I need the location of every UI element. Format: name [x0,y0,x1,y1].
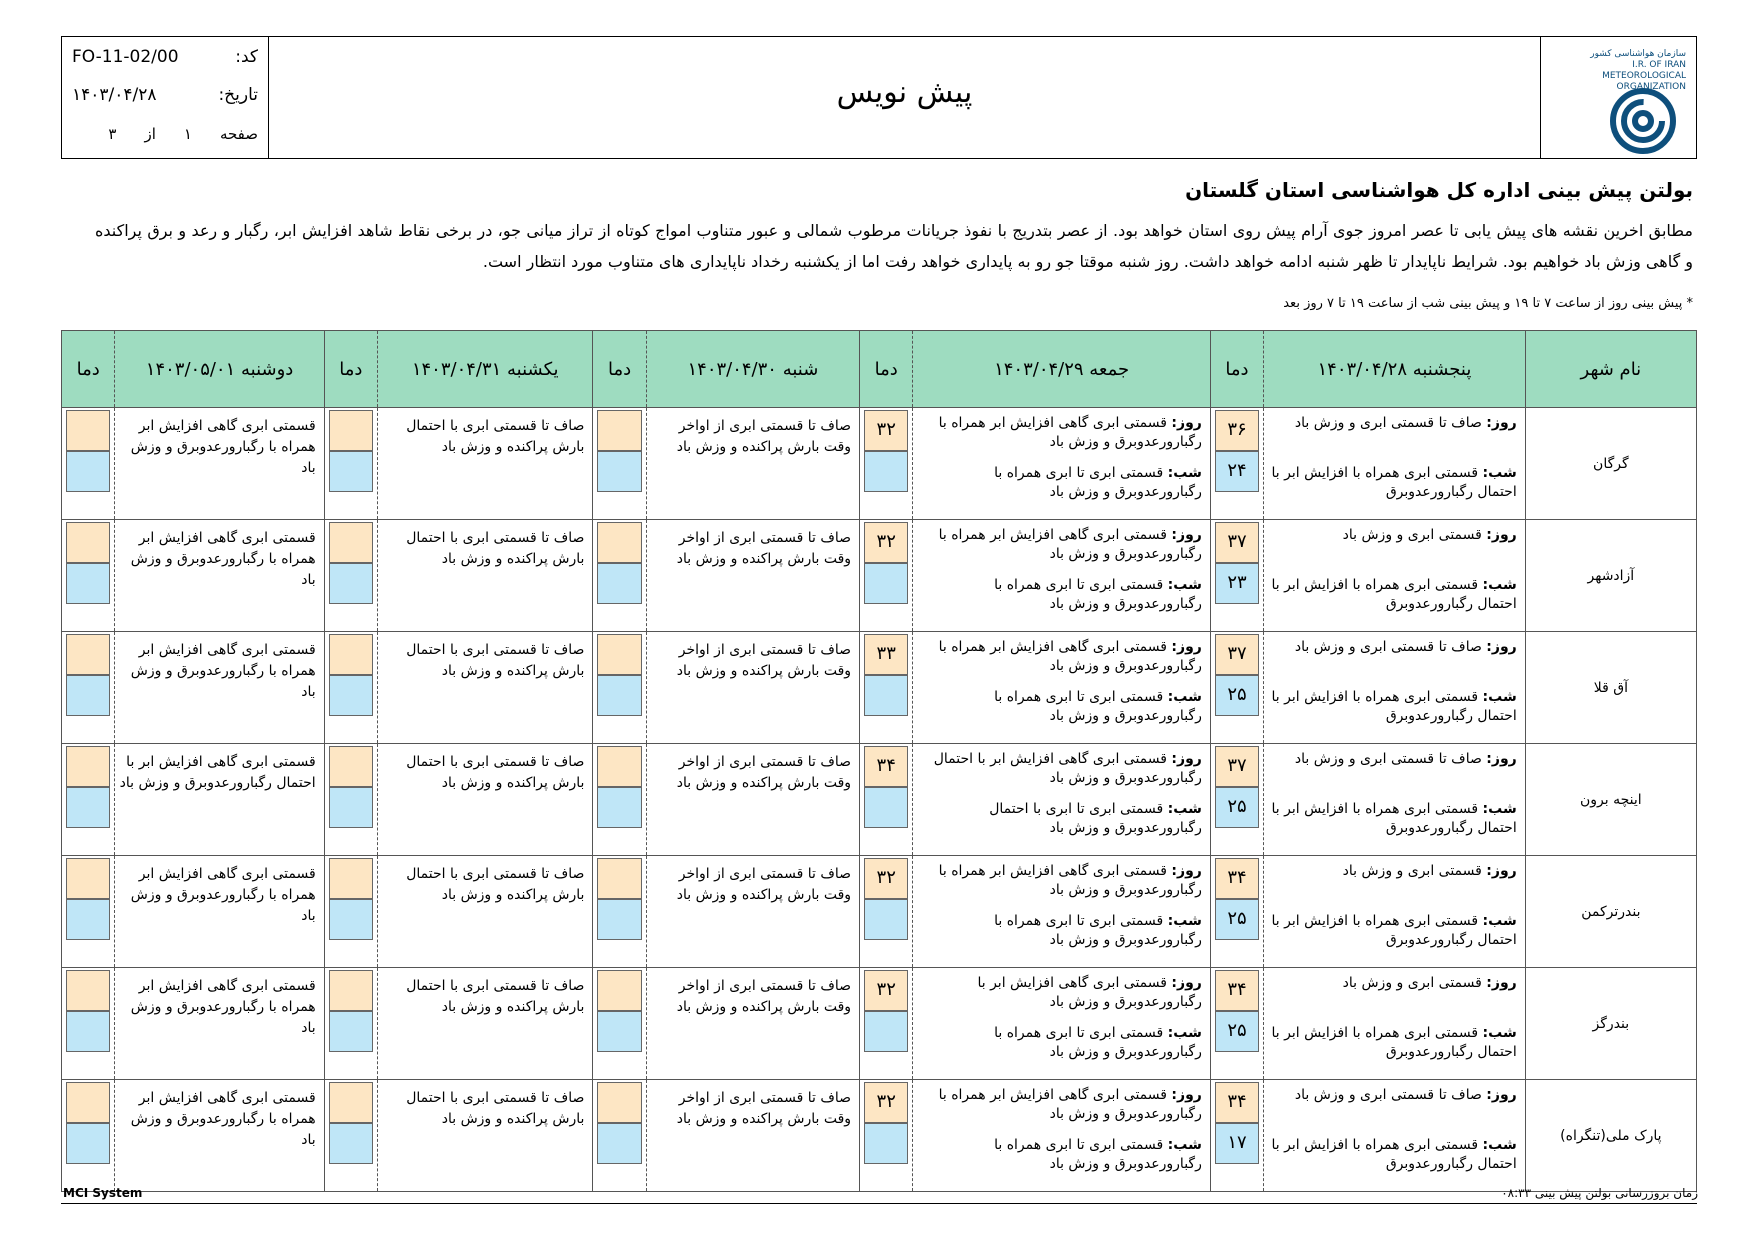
table-row [62,744,1697,856]
forecast-day5: قسمتی ابری گاهی افزایش ابر با احتمال رگبارورعدوبرق و وزش باد [115,744,324,856]
night-forecast [1268,464,1517,502]
temp-day2 [860,520,913,632]
day-label: روز: [1171,527,1202,543]
forecast-day1 [1264,744,1526,856]
temp-day3 [593,520,646,632]
temp-header-1: دما [1210,331,1263,408]
forecast-day4: صاف تا قسمتی ابری با احتمال بارش پراکنده و وزش باد [378,856,593,968]
temp-day1 [1210,1080,1263,1192]
day-forecast [1268,526,1517,545]
temp-day3 [593,1080,646,1192]
night-forecast [917,1024,1201,1062]
forecast-day4: صاف تا قسمتی ابری با احتمال بارش پراکنده و وزش باد [378,632,593,744]
temp-day4 [324,1080,377,1192]
min-temp [66,899,110,940]
day-header-1: پنجشنبه ۱۴۰۳/۰۴/۲۸ [1264,331,1526,408]
max-temp: ۳۲ [864,970,908,1011]
page-total: ۳ [108,125,117,143]
table-row [62,856,1697,968]
max-temp [329,634,373,675]
max-temp: ۳۴ [1215,1082,1259,1123]
forecast-day4: صاف تا قسمتی ابری با احتمال بارش پراکنده و وزش باد [378,408,593,520]
min-temp [597,787,641,828]
table-row [62,632,1697,744]
table-row [62,1080,1697,1192]
min-temp [66,1011,110,1052]
day-forecast [917,750,1201,788]
day-text: قسمتی ابری گاهی افزایش ابر همراه با رگبارورعدوبرق و وزش باد [938,863,1202,898]
forecast-day5: قسمتی ابری گاهی افزایش ابر همراه با رگبارورعدوبرق و وزش باد [115,520,324,632]
temp-day5 [62,408,115,520]
forecast-day4: صاف تا قسمتی ابری با احتمال بارش پراکنده و وزش باد [378,968,593,1080]
night-text: قسمتی ابری تا ابری همراه با رگبارورعدوبرق و وزش باد [994,577,1202,612]
forecast-time-note: * پیش بینی روز از ساعت ۷ تا ۱۹ و پیش بینی شب از ساعت ۱۹ تا ۷ روز بعد [1283,296,1693,311]
day-label: روز: [1171,639,1202,655]
forecast-day3: صاف تا قسمتی ابری از اواخر وقت بارش پراکنده و وزش باد [646,632,859,744]
date-value: ۱۴۰۳/۰۴/۲۸ [72,85,157,105]
day-header-2: جمعه ۱۴۰۳/۰۴/۲۹ [913,331,1210,408]
max-temp [329,410,373,451]
night-label: شب: [1482,689,1517,705]
max-temp [597,858,641,899]
day-header-5: دوشنبه ۱۴۰۳/۰۵/۰۱ [115,331,324,408]
max-temp [66,1082,110,1123]
temp-day3 [593,408,646,520]
day-forecast [1268,414,1517,433]
min-temp [597,563,641,604]
min-temp [66,1123,110,1164]
table-row [62,968,1697,1080]
document-header [61,36,1697,159]
min-temp [864,899,908,940]
min-temp [329,1123,373,1164]
day-forecast [1268,1086,1517,1105]
code-value: FO-11-02/00 [72,47,179,67]
min-temp [864,675,908,716]
forecast-day2 [913,744,1210,856]
day-text: قسمتی ابری گاهی افزایش ابر با رگبارورعدوبرق و وزش باد [977,975,1202,1010]
night-label: شب: [1482,1137,1517,1153]
min-temp: ۲۵ [1215,1011,1259,1052]
max-temp [66,522,110,563]
day-text: قسمتی ابری گاهی افزایش ابر همراه با رگبارورعدوبرق و وزش باد [938,1087,1202,1122]
day-forecast [1268,862,1517,881]
night-forecast [917,688,1201,726]
max-temp: ۳۴ [1215,858,1259,899]
temp-day3 [593,632,646,744]
temp-day1 [1210,744,1263,856]
temp-day4 [324,520,377,632]
min-temp [329,787,373,828]
min-temp: ۲۵ [1215,787,1259,828]
min-temp: ۲۳ [1215,563,1259,604]
city-name: آق قلا [1525,632,1696,744]
day-text: صاف تا قسمتی ابری و وزش باد [1294,1087,1482,1103]
temp-day4 [324,744,377,856]
max-temp: ۳۳ [864,634,908,675]
city-name: اینچه برون [1525,744,1696,856]
day-label: روز: [1486,863,1517,879]
night-label: شب: [1167,1025,1202,1041]
temp-header-2: دما [860,331,913,408]
day-label: روز: [1486,527,1517,543]
temp-day4 [324,856,377,968]
day-forecast [917,974,1201,1012]
night-label: شب: [1167,913,1202,929]
max-temp [66,634,110,675]
footer-system: MCI System [63,1186,143,1200]
min-temp [329,563,373,604]
night-label: شب: [1167,801,1202,817]
night-forecast [1268,912,1517,950]
forecast-day5: قسمتی ابری گاهی افزایش ابر همراه با رگبارورعدوبرق و وزش باد [115,408,324,520]
forecast-day2 [913,408,1210,520]
day-header-4: یکشنبه ۱۴۰۳/۰۴/۳۱ [378,331,593,408]
footer-update [1501,1186,1698,1200]
max-temp [329,970,373,1011]
night-label: شب: [1482,801,1517,817]
min-temp [66,787,110,828]
temp-day3 [593,856,646,968]
max-temp: ۳۲ [864,858,908,899]
min-temp [329,675,373,716]
day-text: قسمتی ابری گاهی افزایش ابر همراه با رگبارورعدوبرق و وزش باد [938,415,1202,450]
logo-line-2: METEOROLOGICAL [1602,71,1686,81]
night-forecast [1268,800,1517,838]
night-text: قسمتی ابری همراه با افزایش ابر با احتمال رگبارورعدوبرق [1271,801,1517,836]
temp-header-5: دما [62,331,115,408]
day-label: روز: [1486,415,1517,431]
night-text: قسمتی ابری تا ابری همراه با رگبارورعدوبرق و وزش باد [994,689,1202,724]
night-forecast [1268,1024,1517,1062]
temp-day5 [62,744,115,856]
forecast-day5: قسمتی ابری گاهی افزایش ابر همراه با رگبارورعدوبرق و وزش باد [115,1080,324,1192]
max-temp [329,746,373,787]
min-temp [597,675,641,716]
min-temp [329,1011,373,1052]
page-label: صفحه [219,125,258,143]
night-forecast [917,1136,1201,1174]
footer-divider [61,1203,1697,1204]
night-text: قسمتی ابری همراه با افزایش ابر با احتمال رگبارورعدوبرق [1271,689,1517,724]
night-text: قسمتی ابری تا ابری همراه با رگبارورعدوبرق و وزش باد [994,1137,1202,1172]
logo-line-1: I.R. OF IRAN [1632,60,1686,70]
temp-header-4: دما [324,331,377,408]
min-temp [597,451,641,492]
temp-day2 [860,968,913,1080]
max-temp: ۳۴ [864,746,908,787]
temp-day4 [324,632,377,744]
temp-day2 [860,744,913,856]
forecast-day5: قسمتی ابری گاهی افزایش ابر همراه با رگبارورعدوبرق و وزش باد [115,968,324,1080]
city-name: آزادشهر [1525,520,1696,632]
temp-day5 [62,968,115,1080]
forecast-day2 [913,968,1210,1080]
forecast-day1 [1264,632,1526,744]
forecast-day3: صاف تا قسمتی ابری از اواخر وقت بارش پراکنده و وزش باد [646,408,859,520]
temp-header-3: دما [593,331,646,408]
max-temp [66,410,110,451]
max-temp: ۳۲ [864,410,908,451]
night-forecast [1268,1136,1517,1174]
city-name: پارک ملی(تنگراه) [1525,1080,1696,1192]
update-label: زمان بروزرسانی بولتن پیش بینی [1534,1186,1698,1200]
temp-day3 [593,968,646,1080]
page-row [72,125,258,143]
temp-day5 [62,856,115,968]
night-label: شب: [1482,913,1517,929]
forecast-day3: صاف تا قسمتی ابری از اواخر وقت بارش پراکنده و وزش باد [646,968,859,1080]
min-temp [597,1011,641,1052]
night-label: شب: [1167,689,1202,705]
temp-day4 [324,408,377,520]
night-label: شب: [1167,577,1202,593]
day-text: قسمتی ابری گاهی افزایش ابر با احتمال رگبارورعدوبرق و وزش باد [933,751,1202,786]
max-temp [66,858,110,899]
forecast-day5: قسمتی ابری گاهی افزایش ابر همراه با رگبارورعدوبرق و وزش باد [115,632,324,744]
night-label: شب: [1167,1137,1202,1153]
forecast-day3: صاف تا قسمتی ابری از اواخر وقت بارش پراکنده و وزش باد [646,744,859,856]
day-label: روز: [1486,751,1517,767]
page-of: از [144,125,156,143]
max-temp [597,522,641,563]
forecast-day4: صاف تا قسمتی ابری با احتمال بارش پراکنده و وزش باد [378,1080,593,1192]
day-label: روز: [1486,975,1517,991]
day-text: صاف تا قسمتی ابری و وزش باد [1294,415,1482,431]
day-forecast [1268,638,1517,657]
logo-line-3: ORGANIZATION [1616,82,1686,92]
night-text: قسمتی ابری همراه با افزایش ابر با احتمال رگبارورعدوبرق [1271,913,1517,948]
day-forecast [1268,974,1517,993]
temp-day1 [1210,408,1263,520]
forecast-day5: قسمتی ابری گاهی افزایش ابر همراه با رگبارورعدوبرق و وزش باد [115,856,324,968]
day-text: قسمتی ابری و وزش باد [1342,863,1482,879]
max-temp: ۳۶ [1215,410,1259,451]
forecast-day1 [1264,408,1526,520]
temp-day3 [593,744,646,856]
temp-day1 [1210,632,1263,744]
temp-day1 [1210,856,1263,968]
temp-day2 [860,632,913,744]
day-forecast [917,1086,1201,1124]
night-label: شب: [1482,1025,1517,1041]
forecast-day3: صاف تا قسمتی ابری از اواخر وقت بارش پراکنده و وزش باد [646,520,859,632]
night-text: قسمتی ابری تا ابری همراه با رگبارورعدوبرق و وزش باد [994,913,1202,948]
day-text: قسمتی ابری گاهی افزایش ابر همراه با رگبارورعدوبرق و وزش باد [938,527,1202,562]
min-temp: ۲۵ [1215,899,1259,940]
night-text: قسمتی ابری تا ابری همراه با رگبارورعدوبرق و وزش باد [994,1025,1202,1060]
temp-day5 [62,520,115,632]
forecast-day2 [913,856,1210,968]
temp-day2 [860,408,913,520]
forecast-day1 [1264,520,1526,632]
night-text: قسمتی ابری تا ابری با احتمال رگبارورعدوبرق و وزش باد [989,801,1202,836]
min-temp [597,899,641,940]
bulletin-text: مطابق اخرین نقشه های پیش یابی تا عصر امروز جوی آرام پیش روی استان خواهد بود. از عصر بتدریج با نفوذ جریانات مرطوب شمالی و عبور متناوب امواج کوتاه از تراز میانی جو، در برخی نقاط شاهد افزایش ابر، رگبار و رعد و برق پراکنده و گاهی وزش باد خواهیم بود. شرایط ناپایدار تا ظهر شنبه ادامه خواهد داشت. روز شنبه موقتا جو رو به پایداری خواهد رفت اما از یکشنبه رخداد ناپایداری های متناوب مورد انتظار است. [95,221,1693,271]
night-text: قسمتی ابری تا ابری همراه با رگبارورعدوبرق و وزش باد [994,465,1202,500]
night-forecast [1268,576,1517,614]
forecast-day2 [913,1080,1210,1192]
min-temp [864,1123,908,1164]
night-forecast [917,576,1201,614]
day-label: روز: [1486,1087,1517,1103]
day-label: روز: [1171,415,1202,431]
city-name: گرگان [1525,408,1696,520]
max-temp: ۳۷ [1215,522,1259,563]
date-label: تاریخ: [218,85,258,105]
forecast-day1 [1264,856,1526,968]
min-temp: ۱۷ [1215,1123,1259,1164]
day-text: صاف تا قسمتی ابری و وزش باد [1294,639,1482,655]
page-title: پیش نویس [836,75,973,110]
max-temp: ۳۲ [864,1082,908,1123]
min-temp [66,451,110,492]
min-temp [329,451,373,492]
min-temp: ۲۵ [1215,675,1259,716]
max-temp [597,746,641,787]
max-temp [329,522,373,563]
day-text: قسمتی ابری و وزش باد [1342,527,1482,543]
night-forecast [917,912,1201,950]
forecast-day1 [1264,968,1526,1080]
min-temp [864,563,908,604]
max-temp [597,970,641,1011]
forecast-day4: صاف تا قسمتی ابری با احتمال بارش پراکنده و وزش باد [378,744,593,856]
forecast-day2 [913,520,1210,632]
day-text: قسمتی ابری و وزش باد [1342,975,1482,991]
min-temp [66,675,110,716]
day-label: روز: [1486,639,1517,655]
max-temp [66,746,110,787]
temp-day1 [1210,520,1263,632]
night-forecast [1268,688,1517,726]
table-row [62,408,1697,520]
max-temp: ۳۲ [864,522,908,563]
min-temp [329,899,373,940]
day-forecast [917,862,1201,900]
city-name: بندرگز [1525,968,1696,1080]
page-number: ۱ [183,125,192,143]
code-label: کد: [235,47,258,67]
day-label: روز: [1171,863,1202,879]
city-header: نام شهر [1525,331,1696,408]
document-meta [62,37,269,158]
update-time: ۰۸:۳۳ [1501,1186,1532,1200]
city-name: بندرترکمن [1525,856,1696,968]
day-forecast [917,638,1201,676]
temp-day2 [860,856,913,968]
night-text: قسمتی ابری همراه با افزایش ابر با احتمال رگبارورعدوبرق [1271,577,1517,612]
day-header-3: شنبه ۱۴۰۳/۰۴/۳۰ [646,331,859,408]
min-temp [597,1123,641,1164]
night-forecast [917,464,1201,502]
table-header-row [62,331,1697,408]
night-text: قسمتی ابری همراه با افزایش ابر با احتمال رگبارورعدوبرق [1271,465,1517,500]
day-text: صاف تا قسمتی ابری و وزش باد [1294,751,1482,767]
code-row [72,47,258,67]
spiral-logo-icon [1604,83,1682,155]
day-label: روز: [1171,751,1202,767]
day-forecast [917,526,1201,564]
max-temp [597,634,641,675]
temp-day4 [324,968,377,1080]
temp-day5 [62,632,115,744]
night-forecast [917,800,1201,838]
logo-line-fa: سازمان هواشناسی کشور [1590,49,1686,59]
min-temp [864,787,908,828]
max-temp: ۳۷ [1215,746,1259,787]
max-temp [66,970,110,1011]
temp-day5 [62,1080,115,1192]
max-temp: ۳۴ [1215,970,1259,1011]
max-temp [597,410,641,451]
table-row [62,520,1697,632]
night-label: شب: [1482,577,1517,593]
forecast-day2 [913,632,1210,744]
forecast-day3: صاف تا قسمتی ابری از اواخر وقت بارش پراکنده و وزش باد [646,856,859,968]
day-label: روز: [1171,975,1202,991]
temp-day2 [860,1080,913,1192]
date-row [72,85,258,105]
day-forecast [917,414,1201,452]
forecast-day1 [1264,1080,1526,1192]
min-temp: ۲۴ [1215,451,1259,492]
bulletin-title: بولتن پیش بینی اداره کل هواشناسی استان گلستان [1185,178,1693,202]
max-temp [329,1082,373,1123]
min-temp [66,563,110,604]
forecast-day3: صاف تا قسمتی ابری از اواخر وقت بارش پراکنده و وزش باد [646,1080,859,1192]
logo [1540,37,1696,158]
day-text: قسمتی ابری گاهی افزایش ابر همراه با رگبارورعدوبرق و وزش باد [938,639,1202,674]
max-temp: ۳۷ [1215,634,1259,675]
min-temp [864,451,908,492]
temp-day1 [1210,968,1263,1080]
forecast-day4: صاف تا قسمتی ابری با احتمال بارش پراکنده و وزش باد [378,520,593,632]
night-text: قسمتی ابری همراه با افزایش ابر با احتمال رگبارورعدوبرق [1271,1137,1517,1172]
night-label: شب: [1482,465,1517,481]
night-text: قسمتی ابری همراه با افزایش ابر با احتمال رگبارورعدوبرق [1271,1025,1517,1060]
min-temp [864,1011,908,1052]
max-temp [329,858,373,899]
max-temp [597,1082,641,1123]
night-label: شب: [1167,465,1202,481]
day-label: روز: [1171,1087,1202,1103]
forecast-table [61,330,1697,1192]
day-forecast [1268,750,1517,769]
